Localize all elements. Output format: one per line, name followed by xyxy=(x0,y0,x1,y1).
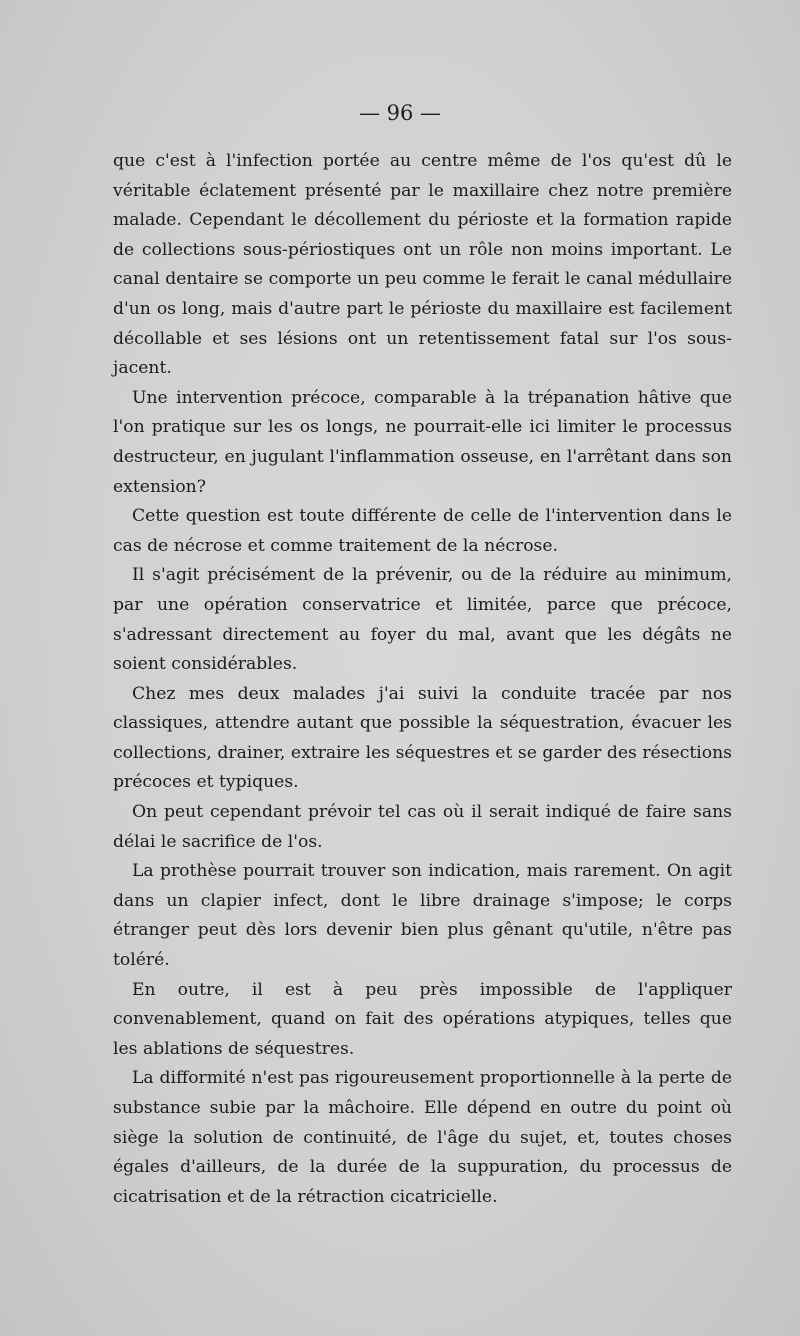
paragraph: Cette question est toute différente de celle de l'intervention dans le cas de nécrose et comme traitement de la nécrose. xyxy=(113,506,732,556)
paragraph: En outre, il est à peu près impossible de l'appliquer convenablement, quand on fait des opérations atypiques, telles que les ablations de séquestres. xyxy=(113,979,732,1059)
paragraph: que c'est à l'infection portée au centre même de l'os qu'est dû le véritable éclatement présenté par le maxillaire chez notre première malade. Cependant le décollement du périoste et la formation rapide de collections sous-périostiques ont un rôle non moins important. Le canal dentaire se comporte un peu comme le ferait le canal médullaire d'un os long, mais d'autre part le périoste du maxillaire est facilement décollable et ses lésions ont un retentissement fatal sur l'os sous-jacent. xyxy=(113,151,732,379)
paragraph: Il s'agit précisément de la prévenir, ou de la réduire au minimum, par une opération conservatrice et limitée, parce que précoce, s'adressant directement au foyer du mal, avant que les dégâts ne soient considérables. xyxy=(113,565,732,675)
paragraph: On peut cependant prévoir tel cas où il serait indiqué de faire sans délai le sacrifice de l'os. xyxy=(113,802,732,852)
body-text xyxy=(113,147,732,1212)
paragraph: La difformité n'est pas rigoureusement proportionnelle à la perte de substance subie par la mâchoire. Elle dépend en outre du point où siège la solution de continuité, de l'âge du sujet, et, toutes choses égales d'ailleurs, de la durée de la suppuration, du processus de cicatrisation et de la rétraction cicatricielle. xyxy=(113,1068,732,1207)
page-number: — 96 — xyxy=(358,101,442,125)
paragraph: Une intervention précoce, comparable à la trépanation hâtive que l'on pratique sur les os longs, ne pourrait-elle ici limiter le processus destructeur, en jugulant l'inflammation osseuse, en l'arrêtant dans son extension? xyxy=(113,387,732,497)
paragraph: La prothèse pourrait trouver son indication, mais rarement. On agit dans un clapier infect, dont le libre drainage s'impose; le corps étranger peut dès lors devenir bien plus gênant qu'utile, n'être pas toléré. xyxy=(113,861,732,971)
paragraph: Chez mes deux malades j'ai suivi la conduite tracée par nos classiques, attendre autant que possible la séquestration, évacuer les collections, drainer, extraire les séquestres et se garder des résections précoces et typiques. xyxy=(113,683,732,793)
